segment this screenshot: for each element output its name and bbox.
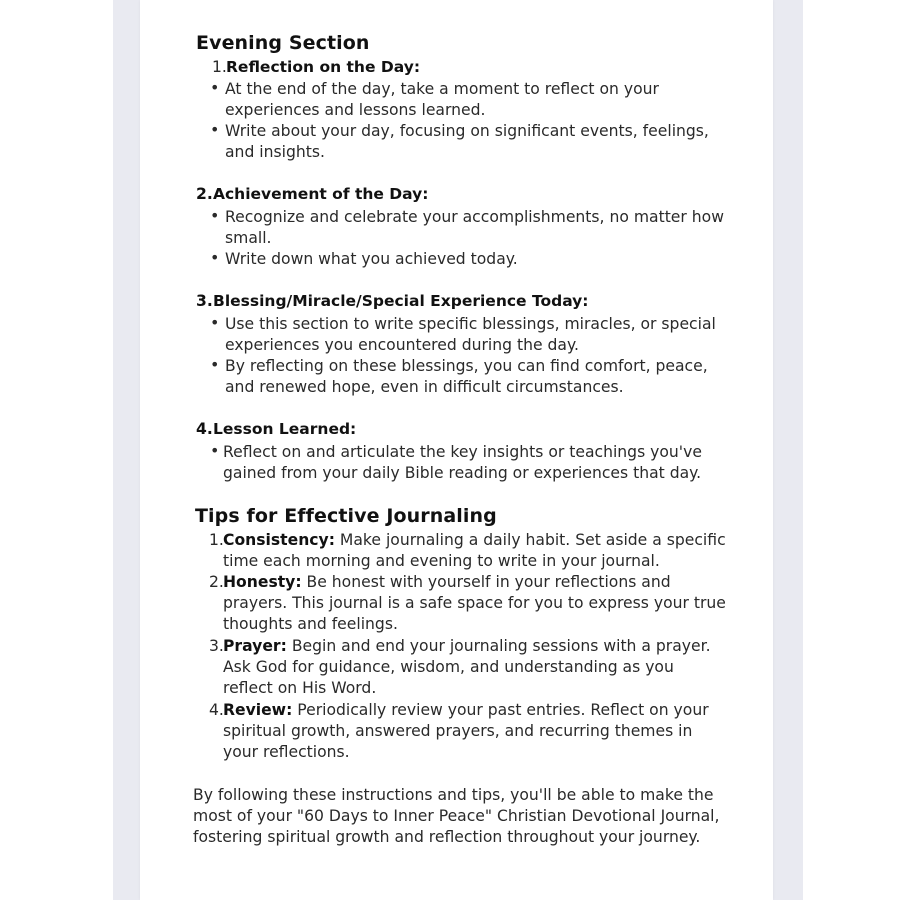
bullet-dot: • <box>210 313 220 332</box>
tip-3-label: Prayer: <box>223 637 287 655</box>
closing-line-1: By following these instructions and tips, you'll be able to make the <box>193 786 714 804</box>
evening-item-4-bullet-1-line-2: gained from your daily Bible reading or experiences that day. <box>223 464 702 482</box>
evening-item-1-bullet-2-line-2: and insights. <box>225 143 325 161</box>
evening-item-3-number: 3. <box>196 292 213 310</box>
evening-item-2-bullet-1-line-1: Recognize and celebrate your accomplishments, no matter how <box>225 208 724 226</box>
tip-4-line-1 <box>223 701 709 719</box>
tip-4-line-3: your reflections. <box>223 743 350 761</box>
tip-3-line-3: reflect on His Word. <box>223 679 377 697</box>
tip-4-text-1: Periodically review your past entries. Reflect on your <box>297 701 709 719</box>
evening-item-4-bullet-1-line-1: Reflect on and articulate the key insights or teachings you've <box>223 443 702 461</box>
evening-item-2-number: 2. <box>196 185 213 203</box>
evening-item-1-bullet-1-line-2: experiences and lessons learned. <box>225 101 486 119</box>
tips-section-title: Tips for Effective Journaling <box>195 505 497 527</box>
tip-1-number: 1. <box>209 531 224 549</box>
tip-2-number: 2. <box>209 573 224 591</box>
bullet-dot: • <box>210 120 220 139</box>
evening-item-3-bullet-2-line-2: and renewed hope, even in difficult circumstances. <box>225 378 624 396</box>
evening-item-2-heading: Achievement of the Day: <box>213 185 429 203</box>
tip-3-number: 3. <box>209 637 224 655</box>
tip-4-label: Review: <box>223 701 293 719</box>
evening-item-2-bullet-1-line-2: small. <box>225 229 272 247</box>
closing-line-2: most of your "60 Days to Inner Peace" Christian Devotional Journal, <box>193 807 720 825</box>
tip-2-text-1: Be honest with yourself in your reflections and <box>306 573 671 591</box>
bullet-dot: • <box>210 78 220 97</box>
evening-section-title: Evening Section <box>196 32 370 54</box>
evening-item-1-number: 1. <box>212 58 227 76</box>
tip-3-line-2: Ask God for guidance, wisdom, and understanding as you <box>223 658 674 676</box>
evening-item-3-bullet-1-line-2: experiences you encountered during the day. <box>225 336 579 354</box>
bullet-dot: • <box>210 441 220 460</box>
evening-item-4-number: 4. <box>196 420 213 438</box>
tip-4-line-2: spiritual growth, answered prayers, and recurring themes in <box>223 722 693 740</box>
closing-line-3: fostering spiritual growth and reflection throughout your journey. <box>193 828 701 846</box>
evening-item-2-bullet-2-line-1: Write down what you achieved today. <box>225 250 518 268</box>
tip-4-number: 4. <box>209 701 224 719</box>
tip-1-line-2: time each morning and evening to write in your journal. <box>223 552 660 570</box>
evening-item-1-bullet-1-line-1: At the end of the day, take a moment to reflect on your <box>225 80 659 98</box>
tip-2-label: Honesty: <box>223 573 302 591</box>
evening-item-3-bullet-2-line-1: By reflecting on these blessings, you can find comfort, peace, <box>225 357 708 375</box>
evening-item-1-bullet-2-line-1: Write about your day, focusing on significant events, feelings, <box>225 122 709 140</box>
tip-2-line-2: prayers. This journal is a safe space for you to express your true <box>223 594 726 612</box>
tip-1-line-1 <box>223 531 726 549</box>
tip-3-line-1 <box>223 637 711 655</box>
tip-3-text-1: Begin and end your journaling sessions with a prayer. <box>291 637 711 655</box>
evening-item-3-heading: Blessing/Miracle/Special Experience Today: <box>213 292 589 310</box>
tip-2-line-3: thoughts and feelings. <box>223 615 398 633</box>
tip-2-line-1 <box>223 573 671 591</box>
tip-1-label: Consistency: <box>223 531 335 549</box>
evening-item-1-heading: Reflection on the Day: <box>226 58 421 76</box>
tip-1-text-1: Make journaling a daily habit. Set aside a specific <box>339 531 726 549</box>
evening-item-3-bullet-1-line-1: Use this section to write specific blessings, miracles, or special <box>225 315 716 333</box>
bullet-dot: • <box>210 248 220 267</box>
evening-item-4-heading: Lesson Learned: <box>213 420 357 438</box>
bullet-dot: • <box>210 355 220 374</box>
bullet-dot: • <box>210 206 220 225</box>
